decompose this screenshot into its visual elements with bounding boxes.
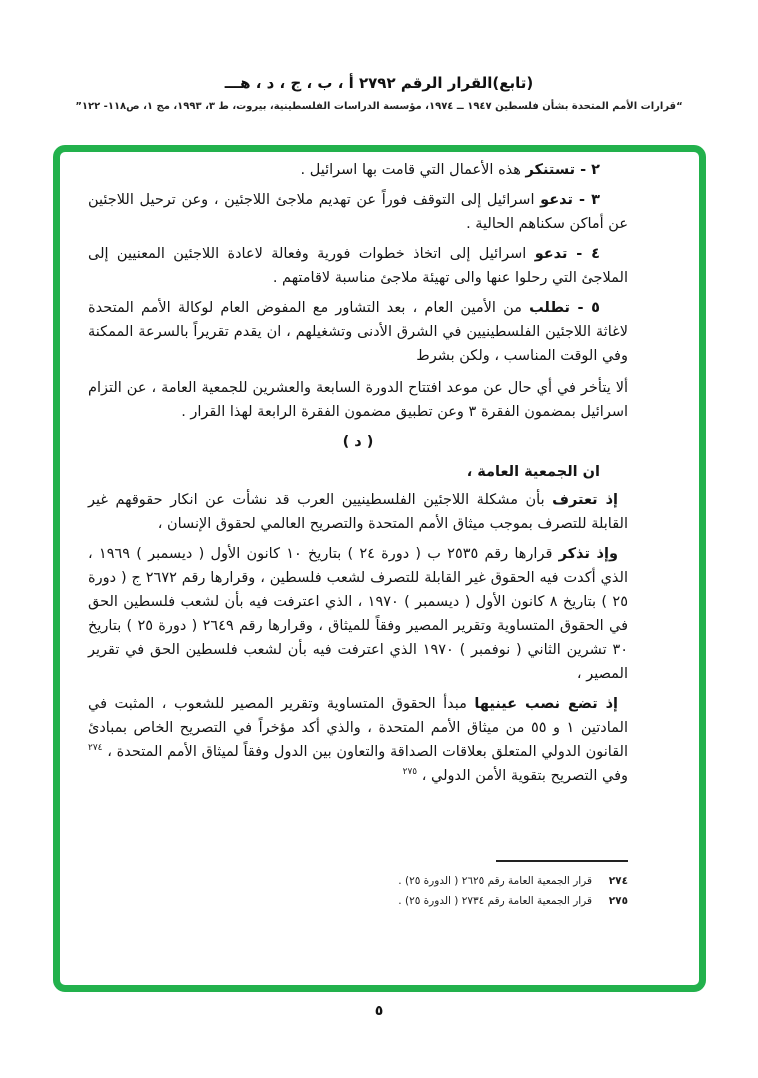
clause-5-continuation [88, 376, 628, 424]
clause-4-lead: ٤ - تدعو [534, 246, 600, 262]
footnote-274-text: قرار الجمعية العامة رقم ٢٦٢٥ ( الدورة ٢٥) . [398, 875, 592, 887]
recognizing-clause-text: بأن مشكلة اللاجئين الفلسطينيين العرب قد نشأت عن انكار حقوقهم غير القابلة للتصرف بموجب ميثاق الأمم المتحدة والتصريح العالمي لحقوق الإنسان ، [88, 492, 628, 532]
clause-4 [88, 242, 628, 290]
bearing-in-mind-text-2: وفي التصريح بتقوية الأمن الدولي ، [417, 768, 628, 784]
clause-5-lead: ٥ - تطلب [529, 300, 600, 316]
bearing-in-mind-clause [88, 692, 628, 788]
clause-5-continuation-text: ألا يتأخر في أي حال عن موعد افتتاح الدورة السابعة والعشرين للجمعية العامة ، عن التزام اسرائيل بمضمون الفقرة ٣ وعن تطبيق مضمون الفقرة الرابعة لهذا القرار . [88, 380, 628, 420]
clause-3-lead: ٣ - تدعو [540, 192, 600, 208]
source-citation: “قرارات الأمم المتحدة بشأن فلسطين ١٩٤٧ ــ ١٩٧٤، مؤسسة الدراسات الفلسطينية، بيروت، ط ٣، ١٩٩٣، مج ١، ص١١٨- ١٢٢” [75, 101, 683, 112]
footnotes-block [378, 860, 628, 911]
footnote-ref-275: ٢٧٥ [402, 767, 418, 778]
footnote-274 [378, 871, 628, 891]
footnote-274-number: ٢٧٤ [608, 875, 628, 887]
clause-3-text: اسرائيل إلى التوقف فوراً عن تهديم ملاجئ اللاجئين ، وعن ترحيل اللاجئين عن أماكن سكناهم الحالية . [88, 192, 628, 232]
bearing-in-mind-text-1: مبدأ الحقوق المتساوية وتقرير المصير للشعوب ، المثبت في المادتين ١ و ٥٥ من ميثاق الأمم المتحدة ، والذي أكد مؤخراً في التصريح الخاص بمبادئ القانون الدولي المتعلق بعلاقات الصداقة والتعاون بين الدول وفقاً لميثاق الأمم المتحدة ، [88, 696, 628, 760]
recalling-clause-text: قرارها رقم ٢٥٣٥ ب ( دورة ٢٤ ) بتاريخ ١٠ كانون الأول ( ديسمبر ) ١٩٦٩ ، الذي أكدت فيه الحقوق غير القابلة للتصرف لشعب فلسطين ، وقرارها رقم ٢٦٧٢ ج ( دورة ٢٥ ) بتاريخ ٨ كانون الأول ( ديسمبر ) ١٩٧٠ ، الذي اعترفت فيه بأن لشعب فلسطين الحق في الحقوق المتساوية وتقرير المصير وفقاً للميثاق ، وقرارها رقم ٢٦٤٩ ( دورة ٢٥ ) بتاريخ ٣٠ تشرين الثاني ( نوفمبر ) ١٩٧٠ الذي اعترفت فيه بأن لشعب فلسطين الحق في تقرير المصير ، [88, 546, 629, 682]
clause-3 [88, 188, 628, 236]
footnote-divider [496, 860, 628, 862]
recalling-clause [88, 542, 628, 686]
recalling-clause-lead: وإذ تذكر [558, 546, 618, 562]
clause-4-text: اسرائيل إلى اتخاذ خطوات فورية وفعالة لاعادة اللاجئين المعنيين إلى الملاجئ التي رحلوا عنها والى تهيئة ملاجئ مناسبة لاقامتهم . [88, 246, 628, 286]
clause-2 [88, 158, 628, 182]
section-d-marker: ( د ) [342, 434, 374, 450]
clause-5-text: من الأمين العام ، بعد التشاور مع المفوض العام لوكالة الأمم المتحدة لاغاثة اللاجئين الفلسطينيين في الشرق الأدنى وتشغيلهم ، ان يقدم تقريراً بالسرعة الممكنة وفي الوقت المناسب ، ولكن بشرط [88, 300, 628, 364]
bearing-in-mind-lead: إذ تضع نصب عينيها [474, 696, 618, 712]
resolution-body [88, 158, 628, 794]
page-header [0, 74, 758, 112]
recognizing-clause-lead: إذ تعترف [552, 492, 618, 508]
clause-5 [88, 296, 628, 368]
recognizing-clause [88, 488, 628, 536]
footnote-275-text: قرار الجمعية العامة رقم ٢٧٣٤ ( الدورة ٢٥) . [398, 895, 592, 907]
footnote-275-number: ٢٧٥ [608, 895, 628, 907]
page-number: ٥ [374, 1003, 384, 1019]
clause-2-lead: ٢ - تستنكر [525, 162, 600, 178]
resolution-title: (تابع)القرار الرقم ٢٧٩٢ أ ، ب ، ج ، د ، هـــ [224, 74, 534, 92]
general-assembly-line: ان الجمعية العامة ، [466, 464, 600, 480]
footnote-275 [378, 891, 628, 911]
clause-2-text: هذه الأعمال التي قامت بها اسرائيل . [300, 162, 526, 178]
footnote-ref-274: ٢٧٤ [88, 743, 103, 754]
